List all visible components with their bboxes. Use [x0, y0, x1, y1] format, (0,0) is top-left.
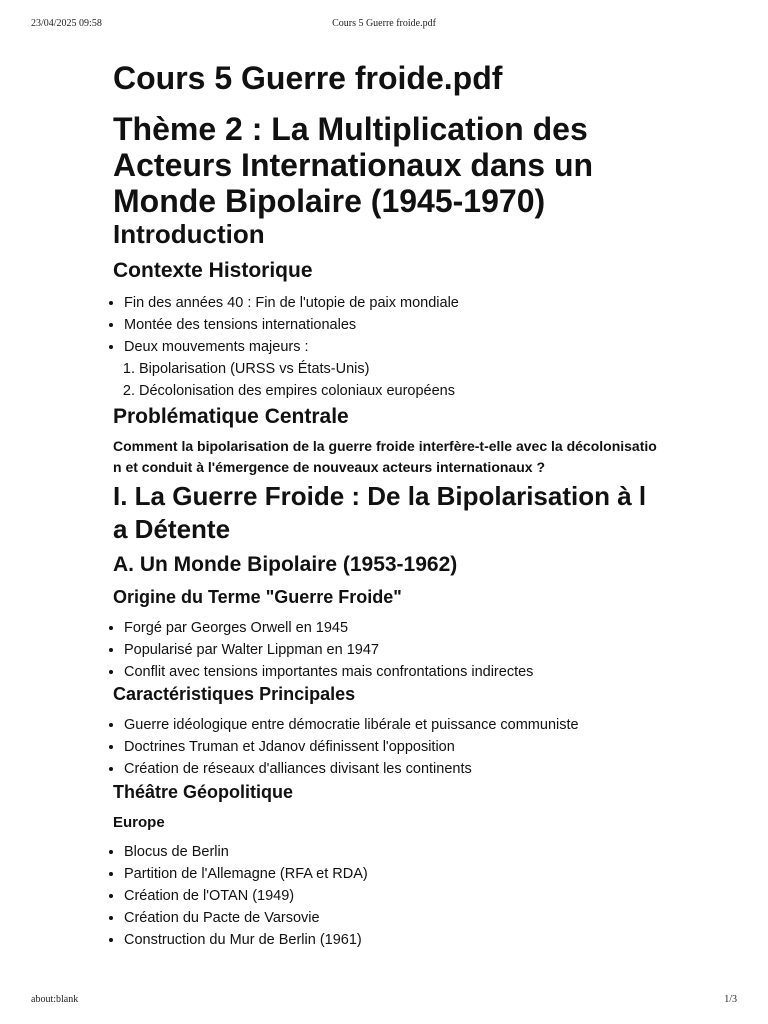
- list-item: • Création de l'OTAN (1949): [124, 885, 658, 907]
- list-item: • Construction du Mur de Berlin (1961): [124, 929, 658, 951]
- list-item: • Forgé par Georges Orwell en 1945: [124, 617, 658, 639]
- theatre-heading: Théâtre Géopolitique: [113, 781, 294, 802]
- list-item: • Fin des années 40 : Fin de l'utopie de paix mondiale: [124, 292, 658, 314]
- list-item: 1. Bipolarisation (URSS vs États-Unis): [139, 358, 658, 380]
- print-url: about:blank: [31, 994, 79, 1005]
- list-item: • Partition de l'Allemagne (RFA et RDA): [124, 863, 658, 885]
- section-1-heading: I. La Guerre Froide : De la Bipolarisation à la Détente: [113, 481, 647, 545]
- list-item: • Doctrines Truman et Jdanov définissent l'opposition: [124, 736, 658, 758]
- europe-list: [113, 841, 658, 951]
- document-body: [113, 60, 658, 951]
- list-item: • Création de réseaux d'alliances divisant les continents: [124, 758, 658, 780]
- theme-title: Thème 2 : La Multiplication des Acteurs Internationaux dans un Monde Bipolaire (1945-1970): [113, 110, 594, 219]
- list-item: • Création du Pacte de Varsovie: [124, 907, 658, 929]
- intro-heading: Introduction: [113, 218, 265, 249]
- subsection-a-heading: A. Un Monde Bipolaire (1953-1962): [113, 553, 458, 577]
- print-datetime: 23/04/2025 09:58: [31, 18, 102, 29]
- caracteristiques-heading: Caractéristiques Principales: [113, 684, 356, 705]
- problematique-text: Comment la bipolarisation de la guerre froide interfère-t-elle avec la décolonisation et conduit à l'émergence de nouveaux acteurs internationaux ?: [113, 438, 657, 476]
- list-item: • Popularisé par Walter Lippman en 1947: [124, 639, 658, 661]
- list-item: • Guerre idéologique entre démocratie libérale et puissance communiste: [124, 714, 658, 736]
- list-item: • Blocus de Berlin: [124, 841, 658, 863]
- contexte-heading: Contexte Historique: [113, 258, 313, 282]
- contexte-sublist: [113, 358, 658, 402]
- list-item: • Montée des tensions internationales: [124, 314, 658, 336]
- list-item: • Conflit avec tensions importantes mais confrontations indirectes: [124, 661, 658, 683]
- origine-heading: Origine du Terme "Guerre Froide": [113, 586, 402, 607]
- origine-list: [113, 617, 658, 683]
- europe-heading: Europe: [113, 814, 165, 832]
- print-title: Cours 5 Guerre froide.pdf: [332, 18, 436, 29]
- list-item: 2. Décolonisation des empires coloniaux européens: [139, 380, 658, 402]
- print-page-number: 1/3: [724, 994, 737, 1005]
- document-title: Cours 5 Guerre froide.pdf: [113, 60, 503, 96]
- caracteristiques-list: [113, 714, 658, 780]
- list-item: • Deux mouvements majeurs :: [124, 336, 658, 358]
- problematique-heading: Problématique Centrale: [113, 405, 349, 429]
- contexte-list: [113, 292, 658, 358]
